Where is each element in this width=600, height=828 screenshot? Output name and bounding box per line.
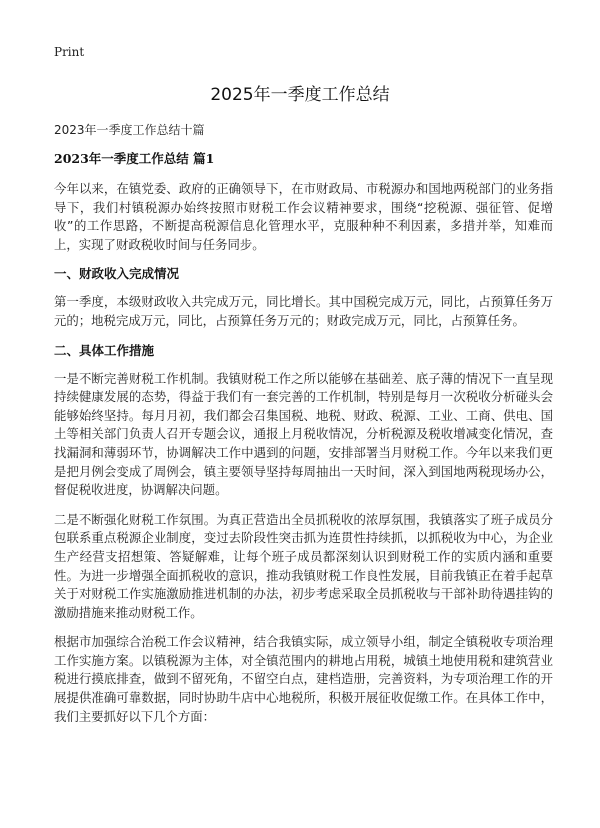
document-title: 2025年一季度工作总结 (210, 85, 390, 105)
article-body (54, 180, 553, 737)
document-subtitle: 2023年一季度工作总结十篇 (54, 123, 205, 137)
measures-paragraph-2: 二是不断强化财税工作氛围。为真正营造出全员抓税收的浓厚氛围，我镇落实了班子成员分包联系重点税源企业制度，变过去阶段性突击抓为连贯性持续抓，以抓税收为中心，为企业生产经营支招想策、答疑解难，让每个班子成员都深刻认识到财税工作的实质内涵和重要性。为进一步增强全面抓税收的意识，推动我镇财税工作良性发展，目前我镇正在着手起草关于对财税工作实施激励推进机制的办法，初步考虑采取全员抓税收与干部补助待遇挂钩的激励措施来推动财税工作。 (54, 511, 553, 620)
measures-paragraph-3: 根据市加强综合治税工作会议精神，结合我镇实际，成立领导小组，制定全镇税收专项治理工作实施方案。以镇税源为主体，对全镇范围内的耕地占用税，城镇土地使用税和建筑营业税进行摸底排查，做到不留死角，不留空白点，建档造册，完善资料，为专项治理工作的开展提供准确可靠数据，同时协助牛店中心地税所，积极开展征收促缴工作。在具体工作中，我们主要抓好以下几个方面： (54, 634, 553, 724)
revenue-paragraph: 第一季度，本级财政收入共完成万元，同比增长。其中国税完成万元，同比，占预算任务万元的；地税完成万元，同比，占预算任务万元的；财政完成万元，同比，占预算任务。 (54, 294, 553, 328)
measures-paragraph-1: 一是不断完善财税工作机制。我镇财税工作之所以能够在基础差、底子薄的情况下一直呈现持续健康发展的态势，得益于我们有一套完善的工作机制，特别是每月一次税收分析碰头会能够始终坚持。每月月初，我们都会召集国税、地税、财政、税源、工业、工商、供电、国土等相关部门负责人召开专题会议，通报上月税收情况，分析税源及税收增减变化情况，查找漏洞和薄弱环节，协调解决工作中遇到的问题，安排部署当月财税工作。今年以来我们更是把月例会变成了周例会，镇主要领导坚持每周抽出一天时间，深入到国地两税现场办公，督促税收进度，协调解决问题。 (54, 370, 553, 498)
intro-paragraph: 今年以来，在镇党委、政府的正确领导下，在市财政局、市税源办和国地两税部门的业务指导下，我们村镇税源办始终按照市财税工作会议精神要求，围绕“挖税源、强征管、促增收”的工作思路，不断提高税源信息化管理水平，克服种种不利因素，多措并举，知难而上，实现了财政税收时间与任务同步。 (54, 181, 553, 252)
print-link[interactable]: Print (54, 45, 85, 59)
section-heading-measures: 二、具体工作措施 (54, 342, 155, 358)
article-heading: 2023年一季度工作总结 篇1 (54, 151, 215, 166)
section-heading-revenue: 一、财政收入完成情况 (54, 266, 180, 282)
